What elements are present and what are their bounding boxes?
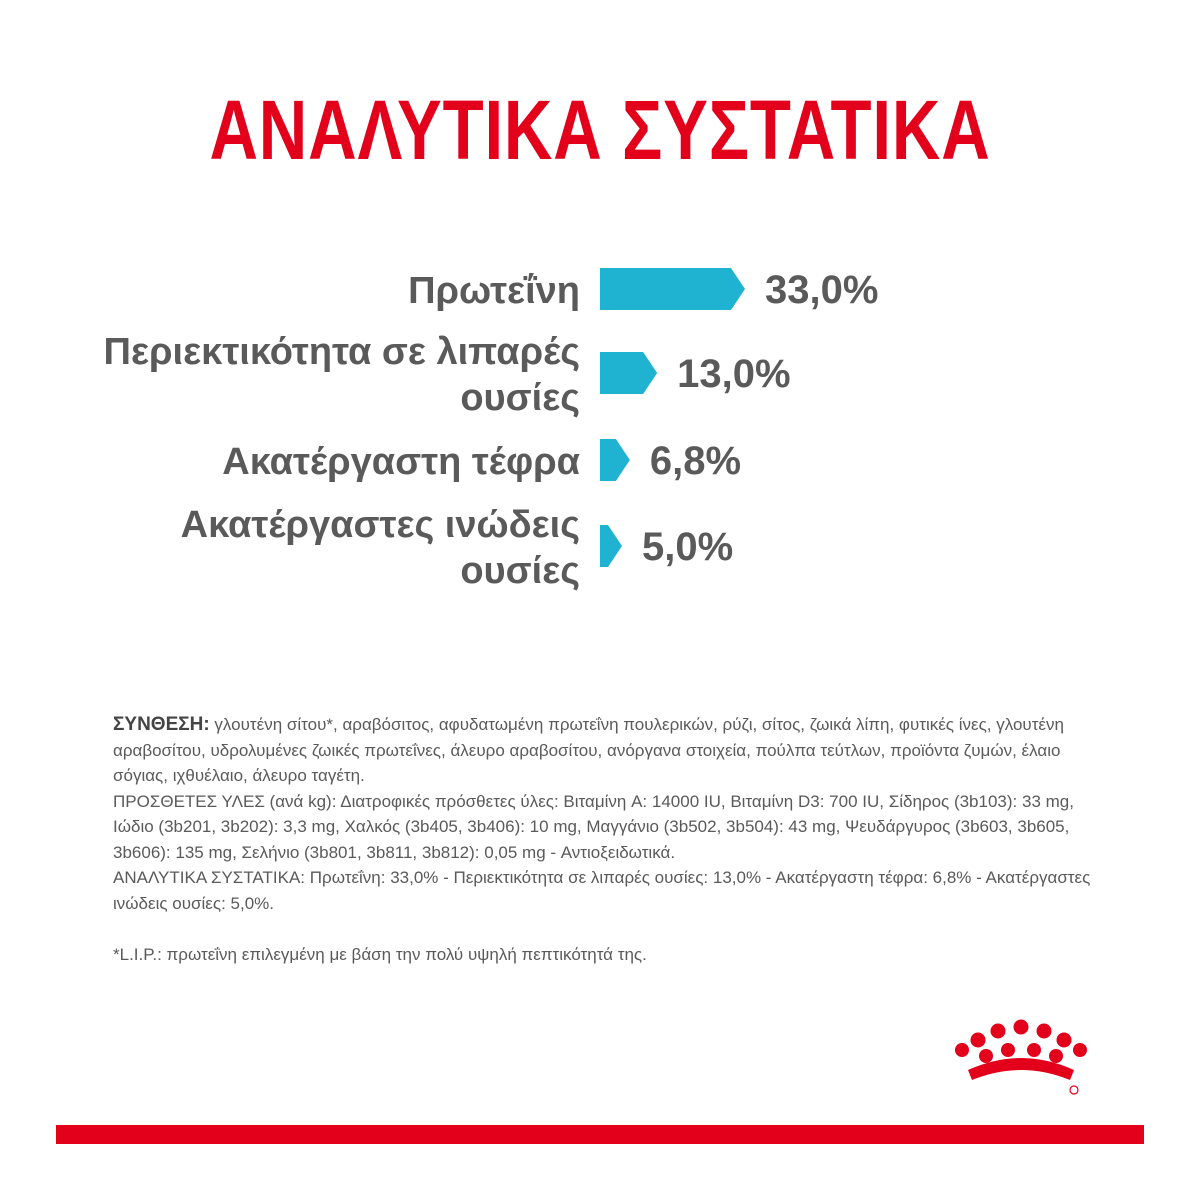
bottom-red-bar [56,1125,1144,1144]
additives-text: ΠΡΟΣΘΕΤΕΣ ΥΛΕΣ (ανά kg): Διατροφικές πρόσθετες ύλες: Βιταμίνη A: 14000 IU, Βιταμίνη D3: 700 IU, Σίδηρος (3b103): 33 mg, Ιώδιο (3b201, 3b202): 3,3 mg, Χαλκός (3b405, 3b406): 10 mg, Μαγγάνιο (3b502, 3b504): 43 mg, Ψευδάργυρος (3b603, 3b605, 3b606): 135 mg, Σελήνιο (3b801, 3b811, 3b812): 0,05 mg - Αντιοξειδωτικά. [113,791,1074,862]
bar-1 [600,352,657,394]
footnote-text: *L.I.P.: πρωτεΐνη επιλεγμένη με βάση την πολύ υψηλή πεπτικότητά της. [113,945,647,964]
ingredients-paragraph [113,712,1093,789]
category-label-3-1: ουσίες [460,550,580,592]
composition-lead: ΣΥΝΘΕΣΗ: [113,714,210,735]
bar-0 [600,268,745,310]
category-label-0-0: Πρωτεΐνη [408,270,580,312]
ingredients-text: γλουτένη σίτου*, αραβόσιτος, αφυδατωμένη πρωτεΐνη πουλερικών, ρύζι, σίτος, ζωικά λίπη, φυτικές ίνες, γλουτένη αραβοσίτου, υδρολυμένες ζωικές πρωτεΐνες, άλευρο αραβοσίτου, ανόργανα στοιχεία, πούλπα τεύτλων, προϊόντα ζυμών, έλαιο σόγιας, ιχθυέλαιο, άλευρο ταγέτη. [113,715,1064,785]
bar-2 [600,439,630,481]
value-label-1: 13,0% [677,352,791,396]
category-label-1-0: Περιεκτικότητα σε λιπαρές [103,331,580,373]
category-label-2-0: Ακατέργαστη τέφρα [222,441,580,483]
analytical-constituents-chart [0,240,1200,620]
analytical-summary-text: ΑΝΑΛΥΤΙΚΑ ΣΥΣΤΑΤΙΚΑ: Πρωτεΐνη: 33,0% - Περιεκτικότητα σε λιπαρές ουσίες: 13,0% - Ακατέργαστη τέφρα: 6,8% - Ακατέργαστες ινώδεις ουσίες: 5,0%. [113,868,1091,913]
value-label-3: 5,0% [642,525,734,569]
category-label-1-1: ουσίες [460,377,580,419]
category-label-3-0: Ακατέργαστες ινώδεις [180,504,580,546]
composition-text [113,712,1093,968]
value-label-2: 6,8% [649,439,742,483]
royal-canin-crown-icon [948,1018,1088,1098]
value-label-0: 33,0% [765,268,879,312]
bar-3 [600,525,622,567]
page-title: ΑΝΑΛΥΤΙΚΑ ΣΥΣΤΑΤΙΚΑ [209,83,991,177]
